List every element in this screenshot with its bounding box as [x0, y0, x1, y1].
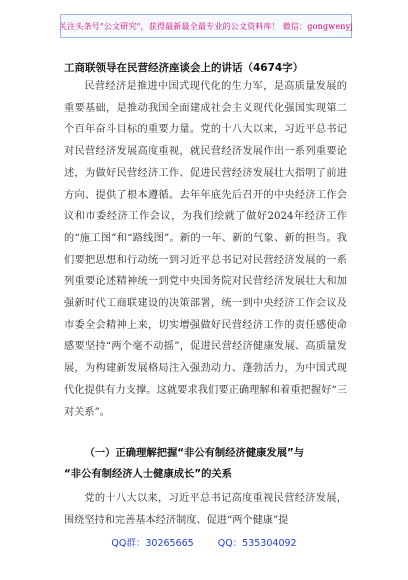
section-heading-line-1: （一）正确理解把握“非公有制经济健康发展”与	[84, 447, 305, 459]
section-heading-line-2: “非公有制经济人士健康成长”的关系	[64, 468, 232, 480]
qq-number: QQ：535304092	[217, 538, 297, 549]
section-heading	[64, 443, 354, 485]
qq-group-number: QQ群：30265665	[111, 538, 194, 549]
body-paragraph-2: 党的十八大以来，习近平总书记高度重视民营经济发展，围绕坚持和完善基本经济制度、促进“两个健康”提	[64, 493, 347, 526]
page-footer	[0, 535, 408, 549]
section-body	[64, 488, 347, 531]
document-body	[64, 76, 347, 423]
body-paragraph: 民营经济是推进中国式现代化的生力军，是高质量发展的重要基础，是推动我国全面建成社会主义现代化强国实现第二个百年奋斗目标的重要力量。党的十八大以来，习近平总书记对民营经济发展高度重视，就民营经济发展作出一系列重要论述，为做好民营经济工作、促进民营经济发展壮大指明了前进方向、提供了根本遵循。去年年底先后召开的中央经济工作会议和市委经济工作会议，为我们绘就了做好2024年经济工作的“施工图”和“路线图”。新的一年、新的气象、新的担当。我们要把思想和行动统一到习近平总书记对民营经济发展的一系列重要论述精神统一到党中央国务院对民营经济发展壮大和加强新时代工商联建设的决策部署，统一到中央经济工作会议及市委全会精神上来，切实增强做好民营经济工作的责任感使命感要坚持“两个毫不动摇”，促进民营经济健康发展、高质量发展，为构建新发展格局注入强劲动力、蓬勃活力，为中国式现代化提供有力支撑。这就要求我们要正确理解和着重把握好“三对关系”。	[64, 81, 347, 418]
promo-banner: 关注头条号"公文研究"，获得最新最全最专业的公文资料库！ 微信：gongwenyj	[60, 14, 352, 38]
document-title: 工商联领导在民营经济座谈会上的讲话（4674字）	[64, 62, 304, 74]
